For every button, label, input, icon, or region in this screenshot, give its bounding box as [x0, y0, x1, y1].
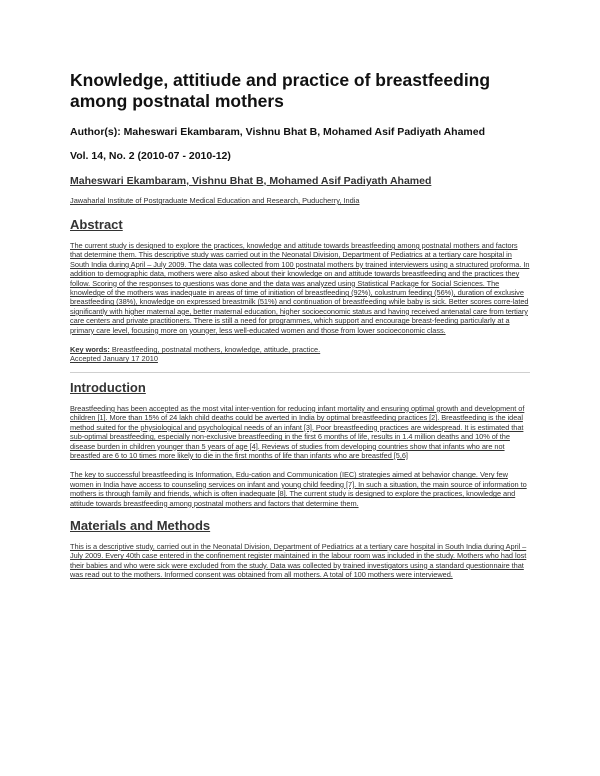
introduction-paragraph-1[interactable]: Breastfeeding has been accepted as the most vital inter-vention for reducing infant mortality and ensuring optimal growth and development of children [1]. More than 15% of 24 lakh child deaths could be averted in India by optimal breastfeeding practices [2]. Breastfeeding is the ideal method suited for the physiological and psychological needs of an infant [3]. Poor breastfeeding practices are widespread. It is estimated that sub-optimal breastfeeding, especially non-exclusive breastfeeding in the first 6 months of life, results in 1.4 million deaths and 10% of the disease burden in children younger than 5 years of age [4]. Reviews of studies from developing countries show that infants who are not breastfed are 6 to 10 times more likely to die in the first months of life than infants who are breastfed [5,6] — [70, 403, 525, 460]
affiliation-link[interactable]: Jawaharlal Institute of Postgraduate Medical Education and Research, Puducherry, India — [70, 196, 360, 205]
methods-paragraph-1[interactable]: This is a descriptive study, carried out in the Neonatal Division, Department of Pediatrics at a tertiary care hospital in South India during April – July 2009. Every 40th case entered in the confinement register maintained in the labour room was included in the study. Mothers who had lost their babies and who were sick were excluded from the study. Data was collected by trained investigators using a standard questionnaire that was read out to the mothers. Informed consent was obtained from all mothers. A total of 100 mothers were interviewed. — [70, 541, 527, 580]
authors-line: Author(s): Maheswari Ekambaram, Vishnu Bhat B, Mohamed Asif Padiyath Ahamed — [70, 126, 486, 138]
introduction-paragraph-2[interactable]: The key to successful breastfeeding is Information, Edu-cation and Communication (IEC) strategies aimed at behavior change. Very few women in India have access to counseling services on infant and young child feeding [7]. In such a situation, the main source of information to mothers is through family and friends, which is often inadequate [8]. The current study is designed to explore the practices, knowledge and attitude towards breastfeeding among postnatal mothers and factors that determine them. — [70, 470, 527, 508]
volume-issue: Vol. 14, No. 2 (2010-07 - 2010-12) — [70, 150, 231, 162]
keywords-label: Key words: — [70, 345, 110, 355]
authors-link[interactable]: Maheswari Ekambaram, Vishnu Bhat B, Mohamed Asif Padiyath Ahamed — [70, 175, 432, 187]
abstract-heading: Abstract — [70, 217, 123, 232]
abstract-text[interactable]: The current study is designed to explore the practices, knowledge and attitude towards breastfeeding among postnatal mothers and factors that determine them. This descriptive study was carried out in the Neonatal Division, Department of Pediatrics at a tertiary care hospital in South India during April – July 2009. The data was collected from 100 postnatal mothers by trained interviewers using a structured proforma. In addition to demographic data, mothers were also asked about their knowledge on and attitude towards breastfeeding and the practices they follow. Scoring of the responses to questions was done and the data was analyzed using Statistical Package for Social Sciences. The knowledge of the mothers was inadequate in areas of time of initiation of breastfeeding (92%), colustrum feeding (56%), duration of exclusive breastfeeding (38%), knowledge on expressed breastmilk (51%) and continuation of breastfeeding while baby is sick. Better scores corre-lated significantly with higher maternal age, better maternal education, higher socioeconomic status and having received antenatal care from tertiary care centers and private practitioners. There is still a need for programmes, which support and encourage breast-feeding particularly at a primary care level, focusing more on younger, less well-educated women and those from lower socioeconomic class. — [70, 241, 530, 335]
introduction-heading: Introduction — [70, 379, 146, 395]
article-title: Knowledge, attitiude and practice of breastfeeding among postnatal mothers — [70, 70, 491, 111]
keywords-line[interactable] — [70, 345, 530, 354]
accepted-date[interactable]: Accepted January 17 2010 — [70, 354, 158, 364]
methods-heading: Materials and Methods — [70, 517, 211, 533]
article-page — [70, 70, 530, 590]
keywords-text: Breastfeeding, postnatal mothers, knowledge, attitude, practice. — [111, 345, 321, 355]
section-divider — [70, 372, 530, 373]
